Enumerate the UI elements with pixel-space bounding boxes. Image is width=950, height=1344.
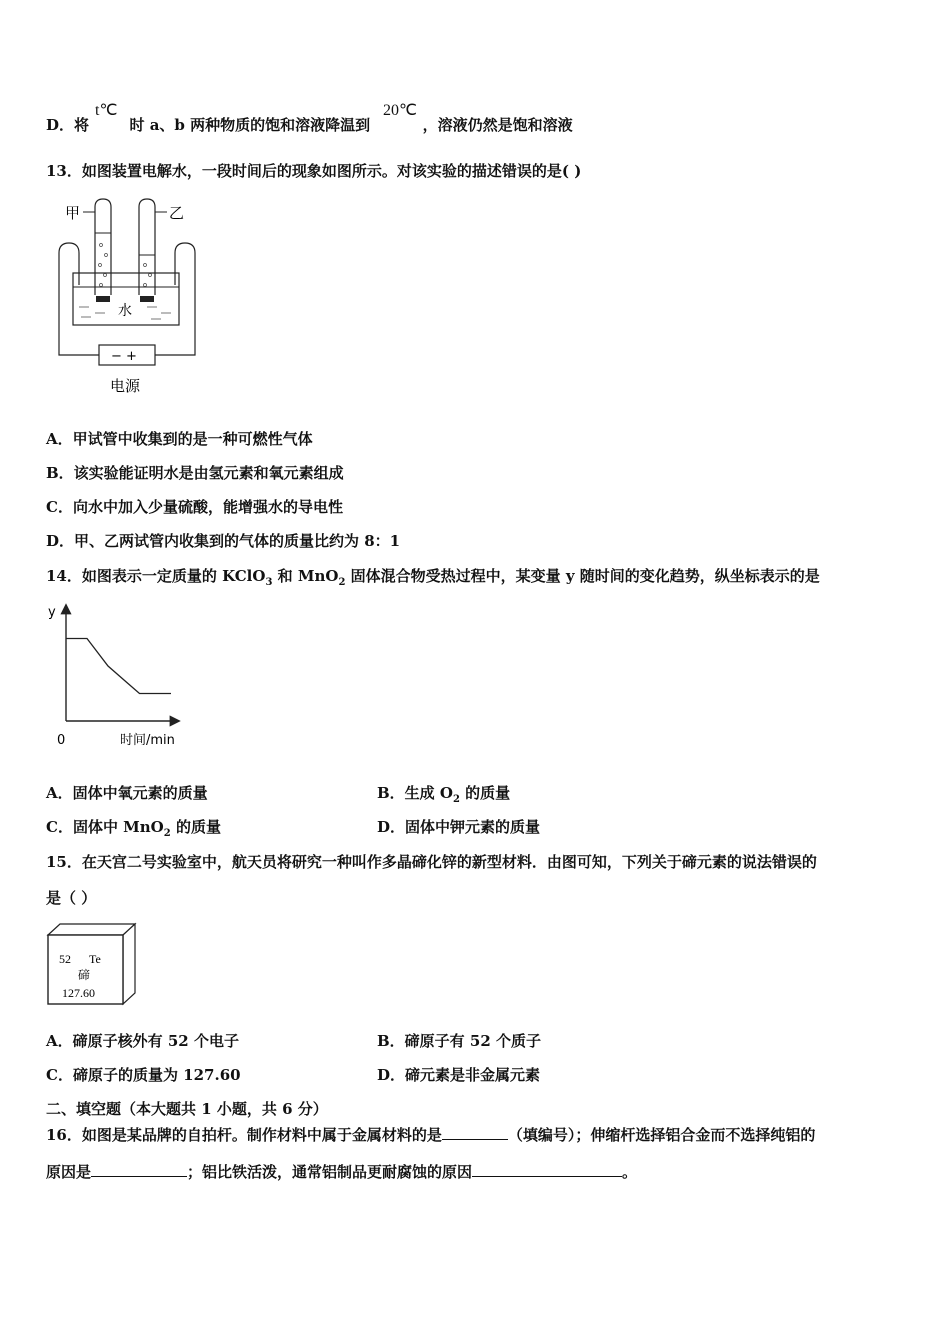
x-axis-label: 时间/min [120, 733, 175, 748]
q14-stem: 14．如图表示一定质量的 KClO$_3$ 和 MnO$_2$ 固体混合物受热过程中，某变量 y 随时间的变化趋势，纵坐标表示的是 [46, 567, 820, 588]
q13-option-b: B．该实验能证明水是由氢元素和氧元素组成 [46, 464, 344, 482]
circuit-wire [59, 243, 99, 355]
atomic-number: 52 [59, 952, 71, 966]
electrolysis-apparatus-figure [55, 195, 205, 400]
q15-option-c: C．碲原子的质量为 127.60 [46, 1066, 241, 1084]
tube-jia [95, 199, 111, 295]
q14-option-d: D．固体中钾元素的质量 [377, 818, 541, 836]
q13-stem: 13．如图装置电解水，一段时间后的现象如图所示。对该实验的描述错误的是( ) [46, 162, 582, 180]
tellurium-element-card [45, 921, 140, 1011]
q12-option-d [46, 115, 573, 135]
q16-line2: 原因是 ；铝比铁活泼，通常铝制品更耐腐蚀的原因 。 [46, 1163, 638, 1181]
q14-option-a: A．固体中氧元素的质量 [46, 784, 208, 802]
label-yi: 乙 [169, 204, 185, 222]
q15-option-b: B．碲原子有 52 个质子 [377, 1032, 541, 1050]
origin-label: 0 [57, 733, 66, 748]
q16-line1: 16．如图是某品牌的自拍杆。制作材料中属于金属材料的是 （填编号）；伸缩杆选择铝合金而不选择纯铝的 [46, 1126, 816, 1144]
q13-option-c: C．向水中加入少量硫酸，能增强水的导电性 [46, 498, 343, 516]
element-symbol: Te [89, 952, 101, 966]
element-name: 碲 [78, 968, 91, 982]
y-axis-label: y [48, 605, 56, 620]
q14-option-b: B．生成 $O_2$ 的质量 [377, 784, 511, 805]
q12-optd-text-b: 时 a、b 两种物质的饱和溶液降温到 [129, 116, 371, 134]
q12-optd-text-c: ，溶液仍然是饱和溶液 [422, 116, 573, 134]
label-jia: 甲 [65, 204, 81, 222]
answer-blank-2[interactable] [91, 1162, 187, 1177]
tube-yi [139, 199, 155, 295]
q14-line-chart [40, 598, 200, 753]
q15-option-d: D．碲元素是非金属元素 [377, 1066, 541, 1084]
answer-blank-3[interactable] [472, 1162, 622, 1177]
answer-blank-1[interactable] [442, 1125, 508, 1140]
series-line [66, 639, 171, 694]
label-power: 电源 [110, 377, 141, 395]
label-water: 水 [118, 303, 132, 319]
temperature-20: 20℃ [383, 102, 417, 119]
power-signs: − + [111, 349, 137, 364]
q13-option-a: A．甲试管中收集到的是一种可燃性气体 [46, 430, 313, 448]
atomic-mass: 127.60 [62, 986, 95, 1000]
q15-stem-line2: 是（ ） [46, 889, 97, 907]
q12-optd-text-a: D．将 [46, 116, 90, 134]
q15-option-a: A．碲原子核外有 52 个电子 [46, 1032, 239, 1050]
q13-option-d: D．甲、乙两试管内收集到的气体的质量比约为 8：1 [46, 532, 401, 550]
q15-stem-line1: 15．在天宫二号实验室中，航天员将研究一种叫作多晶碲化锌的新型材料．由图可知，下列关于碲元素的说法错误的 [46, 853, 817, 871]
q14-option-c: C．固体中 MnO$_2$ 的质量 [46, 818, 221, 839]
temperature-t: t℃ [95, 102, 118, 119]
section-2-heading: 二、填空题（本大题共 1 小题，共 6 分） [46, 1100, 328, 1118]
